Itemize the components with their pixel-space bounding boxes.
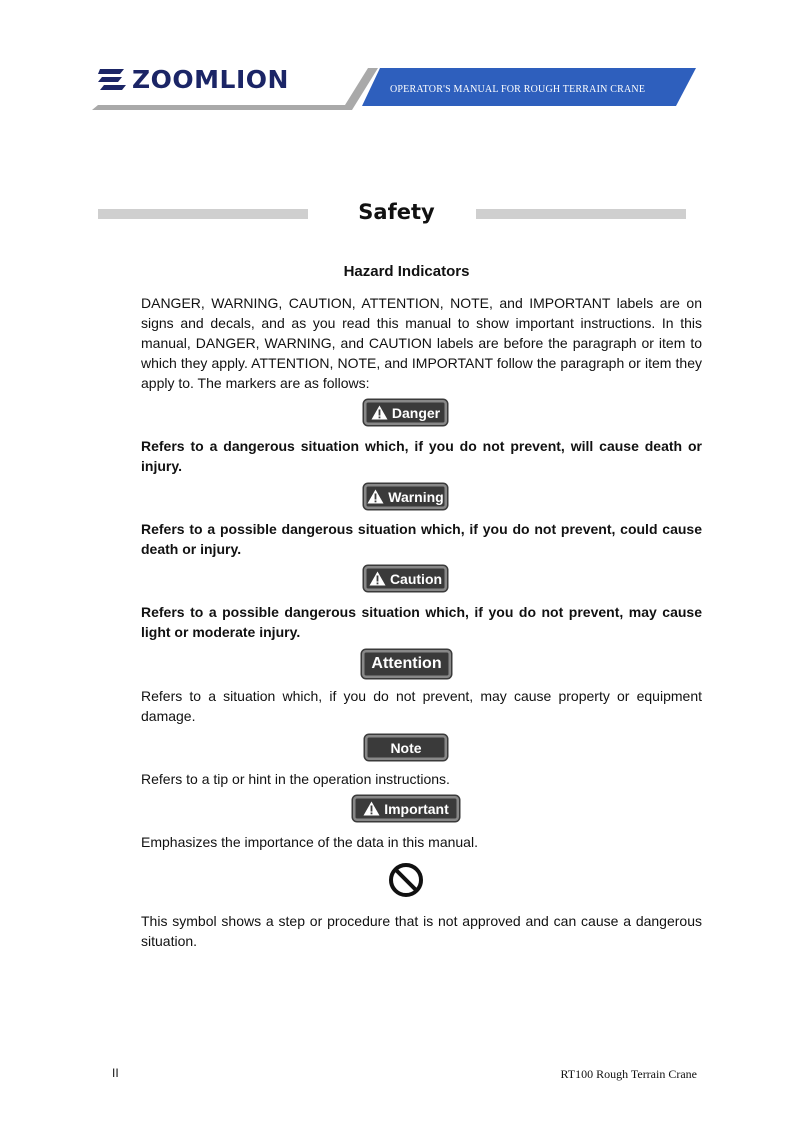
- danger-label-text: Danger: [391, 404, 441, 421]
- zoomlion-logo-icon: [98, 67, 126, 91]
- caution-description: Refers to a possible dangerous situation which, if you do not prevent, may cause light or moderate injury.: [141, 604, 702, 640]
- attention-description: Refers to a situation which, if you do not prevent, may cause property or equipment damage.: [141, 688, 702, 724]
- manual-title: OPERATOR'S MANUAL FOR ROUGH TERRAIN CRANE: [390, 84, 646, 95]
- brand-logo: [98, 66, 289, 92]
- page-title: Safety: [358, 200, 435, 224]
- warning-triangle-icon: [363, 801, 380, 816]
- warning-label-text: Warning: [388, 488, 444, 505]
- important-label-text: Important: [384, 800, 449, 817]
- note-description: Refers to a tip or hint in the operation instructions.: [141, 771, 450, 787]
- attention-label-text: Attention: [371, 655, 442, 672]
- prohibited-description: This symbol shows a step or procedure that is not approved and can cause a dangerous situation.: [141, 913, 702, 949]
- warning-label: [364, 484, 447, 509]
- warning-triangle-icon: [371, 405, 388, 420]
- attention-label: [362, 650, 451, 678]
- warning-triangle-icon: [369, 571, 386, 586]
- warning-description: Refers to a possible dangerous situation which, if you do not prevent, could cause death or injury.: [141, 521, 702, 557]
- danger-label: [364, 400, 447, 425]
- warning-triangle-icon: [367, 489, 384, 504]
- important-description: Emphasizes the importance of the data in this manual.: [141, 834, 478, 850]
- prohibited-icon: [388, 862, 424, 898]
- intro-paragraph: DANGER, WARNING, CAUTION, ATTENTION, NOTE, and IMPORTANT labels are on signs and decals, and as you read this manual to show important instructions. In this manual, DANGER, WARNING, and CAUTION labels are before the paragraph or item to which they apply. ATTENTION, NOTE, and IMPORTANT follow the paragraph or item they apply to. The markers are as follows:: [141, 295, 702, 391]
- page-number: II: [112, 1066, 119, 1080]
- footer-model: RT100 Rough Terrain Crane: [560, 1067, 697, 1081]
- danger-description: Refers to a dangerous situation which, if you do not prevent, will cause death or injury.: [141, 438, 702, 474]
- brand-name: ZOOMLION: [132, 64, 289, 94]
- note-label: [365, 735, 447, 760]
- important-label: [353, 796, 459, 821]
- note-label-text: Note: [390, 739, 422, 756]
- caution-label: [364, 566, 447, 591]
- caution-label-text: Caution: [389, 570, 443, 587]
- section-heading: Hazard Indicators: [343, 263, 470, 280]
